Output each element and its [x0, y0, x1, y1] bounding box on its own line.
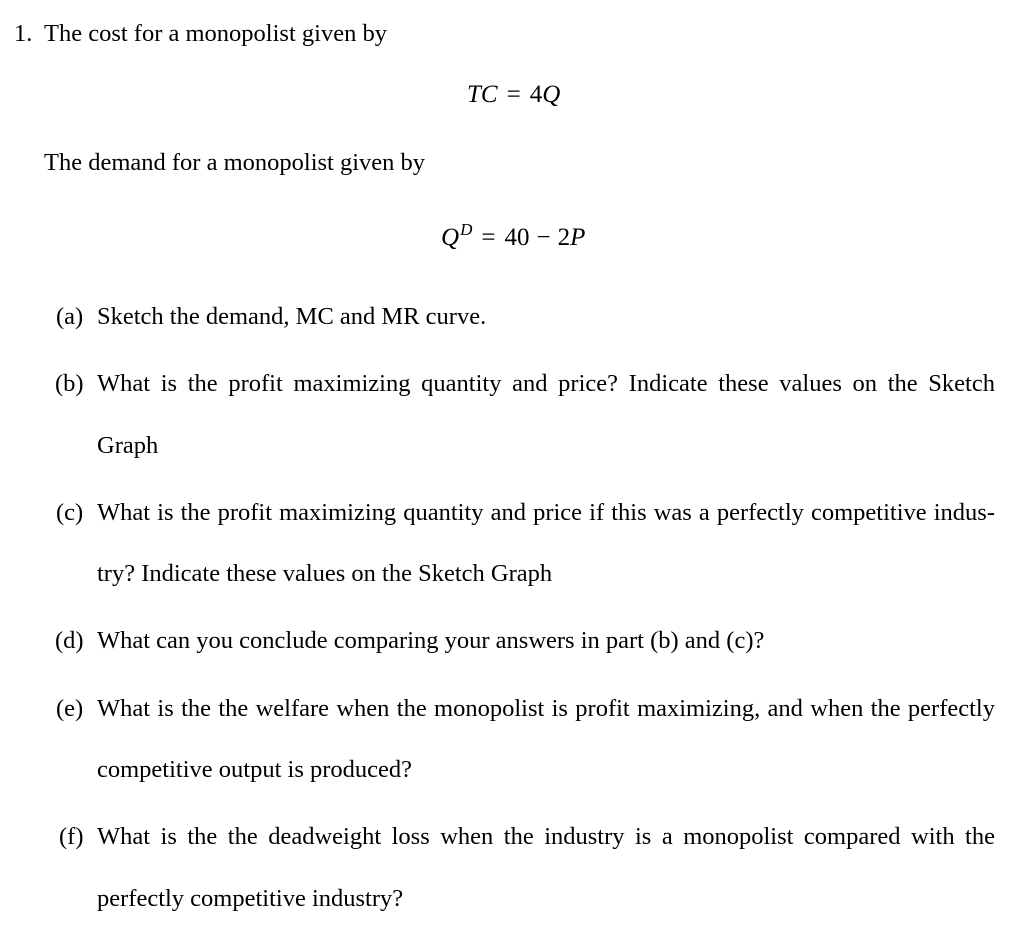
part-b-label: (b): [55, 370, 84, 397]
part-e-label: (e): [56, 695, 84, 722]
part-b-text-line-1: What is the profit maximizing quantity and price? Indicate these values on the Sketch: [97, 370, 995, 397]
cost-equation: [467, 82, 560, 107]
part-e-text-line-1: What is the the welfare when the monopolist is profit maximizing, and when the perfectly: [97, 695, 995, 722]
part-e-text-line-2: competitive output is produced?: [97, 756, 413, 783]
part-c-text-line-1: What is the profit maximizing quantity and price if this was a perfectly competitive indus-: [97, 499, 995, 526]
demand-equation: [441, 220, 586, 251]
cost-equation-coefficient: 4: [529, 81, 543, 108]
demand-equation-lhs: Q: [441, 224, 460, 251]
part-f-text-line-1: What is the the deadweight loss when the industry is a monopolist compared with the: [97, 823, 995, 850]
demand-equation-constant: 40: [504, 224, 530, 251]
part-a-text: Sketch the demand, MC and MR curve.: [97, 303, 487, 330]
problem-intro: The cost for a monopolist given by: [44, 20, 387, 47]
part-f-text-line-2: perfectly competitive industry?: [97, 885, 404, 912]
part-d-text: What can you conclude comparing your answers in part (b) and (c)?: [97, 627, 765, 654]
part-f-label: (f): [59, 823, 84, 850]
problem-number: 1.: [14, 20, 33, 47]
part-d-label: (d): [55, 627, 84, 654]
part-c-text-line-2: try? Indicate these values on the Sketch Graph: [97, 560, 553, 587]
demand-equation-superscript: D: [460, 220, 473, 239]
part-b-text-line-2: Graph: [97, 432, 159, 459]
cost-equation-equals: =: [506, 81, 521, 108]
cost-equation-variable: Q: [542, 81, 561, 108]
part-a-label: (a): [56, 303, 84, 330]
demand-equation-equals: =: [481, 224, 496, 251]
demand-equation-minus: −: [536, 224, 551, 251]
demand-equation-coefficient: 2: [557, 224, 571, 251]
demand-equation-variable: P: [570, 224, 586, 251]
cost-equation-lhs: TC: [467, 81, 498, 108]
part-c-label: (c): [56, 499, 84, 526]
demand-intro: The demand for a monopolist given by: [44, 149, 426, 176]
